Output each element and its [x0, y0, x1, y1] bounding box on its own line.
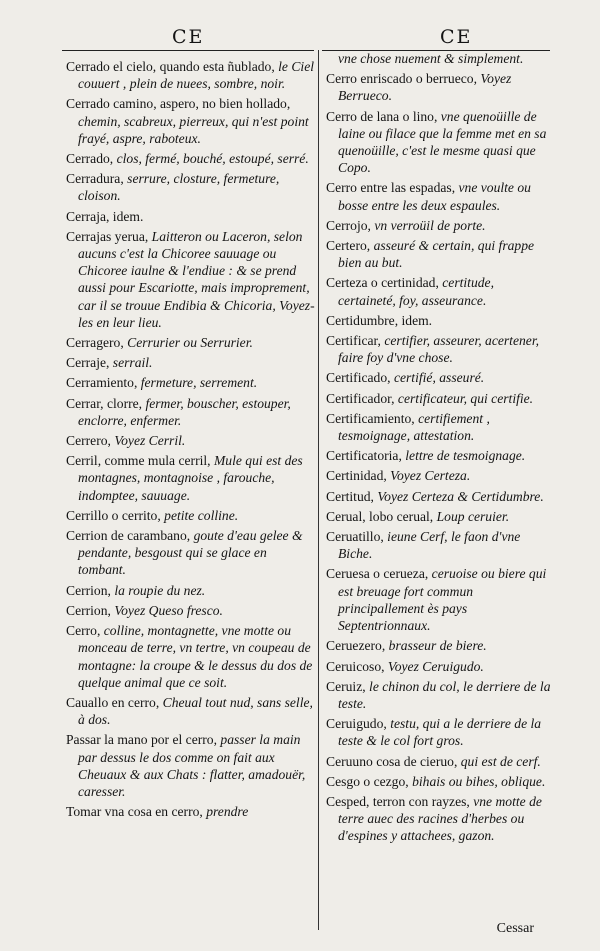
entry-translation: prendre — [202, 804, 249, 820]
entry-headword: Ceruatillo, — [326, 529, 384, 545]
dictionary-entry — [326, 410, 552, 444]
entry-headword: Certitud, — [326, 488, 374, 504]
entry-translation: vne voulte ou bosse entre les deux espaules. — [338, 180, 531, 213]
dictionary-entry — [66, 432, 316, 449]
dictionary-entry — [66, 334, 316, 351]
entry-headword: Cerrion, — [66, 582, 111, 598]
dictionary-entry — [326, 528, 552, 562]
entry-headword: Cerual, lobo cerual, — [326, 508, 434, 524]
entry-translation: le chinon du col, le derriere de la teste. — [338, 678, 551, 711]
dictionary-entry — [66, 374, 316, 391]
header-rule-left — [62, 50, 314, 51]
entry-translation: Voyez Queso fresco. — [110, 602, 223, 618]
running-head-right: CE — [440, 26, 473, 48]
column-divider — [318, 50, 319, 930]
entry-headword: Ceruezero, — [326, 638, 386, 654]
dictionary-entry — [66, 582, 316, 599]
dictionary-entry — [66, 527, 316, 579]
dictionary-entry — [66, 150, 316, 167]
dictionary-entry — [326, 508, 552, 525]
entry-headword: Ceruigudo, — [326, 716, 387, 732]
entry-headword: Cerrado, — [66, 151, 114, 167]
entry-headword: Cerro entre las espadas, — [326, 180, 456, 196]
entry-translation: certitude, certaineté, foy, asseurance. — [338, 275, 494, 308]
dictionary-entry — [326, 312, 552, 329]
entry-translation: Cerrurier ou Serrurier. — [123, 335, 253, 351]
dictionary-entry — [326, 447, 552, 464]
entry-headword: Cerramiento, — [66, 375, 138, 391]
entry-translation: testu, qui a le derriere de la teste & le col fort gros. — [338, 716, 542, 749]
entry-translation: le Ciel couuert , plein de nuees, sombre, noir. — [78, 59, 315, 92]
entry-headword: Cerro de lana o lino, — [326, 108, 438, 124]
entry-headword: Cerragero, — [66, 335, 124, 351]
dictionary-entry — [326, 793, 552, 845]
entry-translation: certifié, asseuré. — [390, 370, 485, 386]
dictionary-entry — [326, 715, 552, 749]
entry-translation: Voyez Cerril. — [110, 433, 186, 449]
entry-translation: fermeture, serrement. — [137, 375, 258, 391]
entry-headword: Cesgo o cezgo, — [326, 773, 409, 789]
dictionary-entry — [66, 354, 316, 371]
dictionary-entry — [326, 108, 552, 177]
dictionary-entry — [326, 467, 552, 484]
entry-translation: serrure, closture, fermeture, cloison. — [78, 171, 280, 204]
entry-translation: vne quenoüille de laine ou filace que la femme met en sa quenoüille, c'est le mesme quasi que Copo. — [338, 108, 547, 176]
entry-headword: Certificado, — [326, 370, 391, 386]
entry-translation: chemin, scabreux, pierreux, qui n'est point frayé, aspre, raboteux. — [78, 113, 309, 146]
entry-translation: Loup ceruier. — [433, 508, 510, 524]
dictionary-entry — [326, 773, 552, 790]
entry-translation: colline, montagnette, vne motte ou monceau de terre, vn tertre, vn coupeau de montagne: la croupe & le dessus du dos de quelque animal que ce soit. — [78, 623, 313, 690]
dictionary-entry — [326, 658, 552, 675]
entry-translation: Cheual tout nud, sans selle, à dos. — [78, 694, 313, 728]
entry-translation: passer la main par dessus le dos comme on fait aux Cheuaux & aux Chats : flatter, amadouër, caresser. — [78, 732, 306, 799]
dictionary-entry — [326, 637, 552, 654]
dictionary-entry — [326, 179, 552, 213]
entry-headword: Cerrion de carambano, — [66, 528, 191, 544]
entry-translation: serrail. — [109, 355, 153, 371]
entry-translation: Voyez Berrueco. — [338, 71, 512, 104]
dictionary-entry — [326, 274, 552, 308]
entry-headword: Cerrado el cielo, quando esta ñublado, — [66, 59, 275, 74]
entry-translation: vn verroüil de porte. — [370, 217, 486, 233]
entry-headword: Cerrojo, — [326, 217, 371, 233]
dictionary-entry — [326, 390, 552, 407]
entry-headword: Certero, — [326, 238, 371, 254]
dictionary-entry — [66, 602, 316, 619]
dictionary-entry — [326, 237, 552, 271]
dictionary-entry — [66, 170, 316, 204]
entry-translation: ieune Cerf, le faon d'vne Biche. — [338, 529, 521, 562]
dictionary-entry — [66, 622, 316, 691]
entry-headword: Passar la mano por el cerro, — [66, 732, 217, 748]
entry-headword: Cerrar, clorre, — [66, 395, 143, 411]
dictionary-entry — [326, 565, 552, 634]
entry-translation: certifiement , tesmoignage, attestation. — [338, 410, 490, 444]
entry-headword: Cerradura, — [66, 171, 124, 187]
dictionary-entry — [66, 694, 316, 728]
entry-headword: Certificamiento, — [326, 410, 415, 426]
entry-translation: goute d'eau gelee & pendante, besgoust qui se glace en tombant. — [78, 528, 303, 578]
entry-translation: vne chose nuement & simplement. — [338, 51, 524, 66]
entry-headword: Ceruicoso, — [326, 658, 385, 674]
catchword: Cessar — [496, 921, 534, 936]
entry-translation: qui est de cerf. — [457, 753, 541, 769]
dictionary-entry — [326, 50, 552, 67]
entry-translation: Voyez Ceruigudo. — [384, 658, 484, 674]
dictionary-entry — [66, 452, 316, 504]
entry-headword: Certificatoria, — [326, 448, 402, 464]
entry-translation: asseuré & certain, qui frappe bien au but. — [338, 238, 535, 271]
dictionary-entry — [66, 731, 316, 800]
entry-translation: la roupie du nez. — [110, 582, 206, 598]
entry-headword: Cesped, terron con rayzes, — [326, 793, 470, 809]
dictionary-entry — [326, 332, 552, 366]
entry-headword: Certificar, — [326, 333, 381, 349]
entry-headword: Cerro, — [66, 623, 101, 639]
entry-translation: Laitteron ou Laceron, selon aucuns c'est la Chicoree sauuage ou Chicoree iaulne & l'endiue : & se prend aussi pour Escariotte, mais improprement, car il se trouue Endibia & Chicoria, Voyez-les en leur lieu. — [78, 228, 315, 330]
running-head-left: CE — [172, 26, 205, 48]
dictionary-entry — [66, 507, 316, 524]
entry-translation: petite colline. — [160, 507, 239, 523]
entry-headword: Certidumbre, idem. — [326, 312, 433, 328]
dictionary-entry — [66, 95, 316, 147]
entry-headword: Cerrado camino, aspero, no bien hollado, — [66, 96, 291, 112]
dictionary-entry — [326, 678, 552, 712]
entry-headword: Cerro enriscado o berrueco, — [326, 71, 477, 87]
dictionary-entry — [66, 58, 316, 92]
dictionary-entry — [66, 803, 316, 820]
entry-translation: Mule qui est des montagnes, montagnoise , farouche, indomptee, sauuage. — [78, 453, 303, 503]
entry-translation: clos, fermé, bouché, estoupé, serré. — [113, 151, 309, 167]
entry-headword: Cauallo en cerro, — [66, 694, 160, 710]
entry-headword: Certificador, — [326, 390, 395, 406]
entry-translation: ceruoise ou biere qui est breuage fort commun principallement ès pays Septentrionnaux. — [338, 566, 547, 634]
dictionary-entry — [326, 753, 552, 770]
entry-headword: Tomar vna cosa en cerro, — [66, 804, 203, 820]
entry-headword: Cerrillo o cerrito, — [66, 507, 161, 523]
dictionary-entry — [326, 369, 552, 386]
entry-headword: Ceruesa o cerueza, — [326, 566, 429, 582]
entry-headword: Cerraja, idem. — [66, 208, 144, 224]
entry-headword: Certeza o certinidad, — [326, 275, 439, 291]
entry-translation: fermer, bouscher, estouper, enclorre, enfermer. — [78, 395, 291, 428]
dictionary-entry — [326, 217, 552, 234]
dictionary-entry — [326, 70, 552, 104]
entry-translation: Voyez Certeza & Certidumbre. — [373, 488, 544, 504]
entry-headword: Cerraje, — [66, 355, 110, 371]
entry-translation: certifier, asseurer, acertener, faire foy d'vne chose. — [338, 333, 539, 366]
entry-headword: Cerrion, — [66, 602, 111, 618]
entry-headword: Certinidad, — [326, 468, 387, 484]
entry-headword: Ceruiz, — [326, 678, 366, 694]
entry-headword: Cerril, comme mula cerril, — [66, 453, 211, 469]
entry-translation: bihais ou bihes, oblique. — [408, 773, 546, 789]
entry-translation: brasseur de biere. — [385, 638, 487, 654]
dictionary-entry — [66, 208, 316, 225]
left-column — [66, 58, 316, 823]
entry-headword: Cerrero, — [66, 433, 111, 449]
right-column — [326, 50, 552, 848]
entry-translation: vne motte de terre auec des racines d'herbes ou d'espines y attachees, gazon. — [338, 793, 542, 844]
entry-headword: Cerrajas yerua, — [66, 228, 149, 244]
entry-translation: certificateur, qui certifie. — [394, 390, 534, 406]
dictionary-entry — [326, 488, 552, 505]
dictionary-entry — [66, 395, 316, 429]
entry-headword: Ceruuno cosa de cieruo, — [326, 753, 458, 769]
entry-translation: Voyez Certeza. — [386, 468, 471, 484]
dictionary-entry — [66, 228, 316, 331]
entry-translation: lettre de tesmoignage. — [401, 448, 526, 464]
